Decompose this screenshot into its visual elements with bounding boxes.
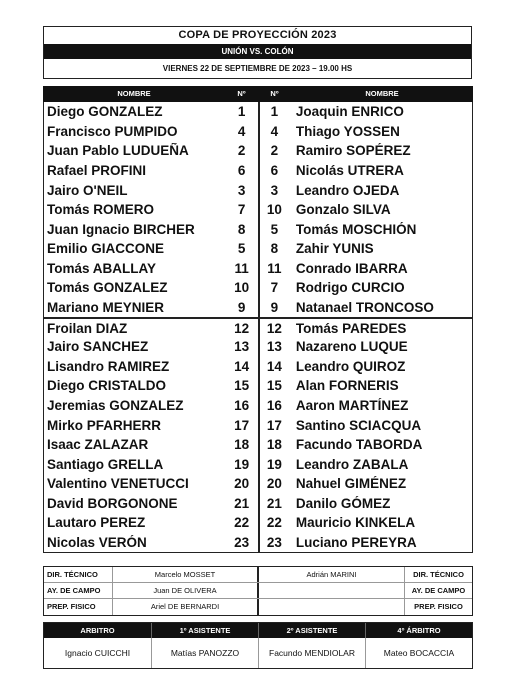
away-player-name: Facundo TABORDA: [295, 437, 423, 453]
staff-name-left: Marcelo MOSSET: [113, 567, 259, 582]
home-player-number: 15: [234, 378, 250, 394]
referees-header: [44, 623, 472, 638]
staff-name-left: Ariel DE BERNARDI: [113, 599, 259, 615]
away-player-name: Conrado IBARRA: [295, 260, 408, 276]
home-player-number: 17: [234, 417, 250, 433]
staff-role-left: AY. DE CAMPO: [44, 583, 113, 598]
col-num-left: Nº: [237, 89, 246, 98]
home-player-name: Rafael PROFINI: [47, 163, 147, 179]
away-player-name: Mauricio KINKELA: [295, 515, 416, 531]
lineup-table: [43, 86, 473, 553]
home-player-number: 6: [237, 163, 246, 179]
home-player-number: 22: [234, 515, 250, 531]
home-player-number: 3: [237, 182, 246, 198]
away-player-name: Alan FORNERIS: [295, 378, 399, 394]
home-player-number: 19: [234, 456, 250, 472]
home-player-number: 7: [237, 202, 246, 218]
home-player-number: 21: [234, 495, 250, 511]
home-player-name: Mirko PFARHERR: [47, 417, 162, 433]
home-player-number: 5: [237, 241, 246, 257]
away-player-number: 13: [266, 339, 282, 355]
home-player-number: 14: [234, 358, 250, 374]
away-player-number: 15: [266, 378, 282, 394]
home-player-name: David BORGONONE: [47, 495, 178, 511]
staff-role-right: PREP. FISICO: [414, 602, 463, 611]
home-player-number: 11: [234, 260, 249, 276]
home-player-name: Juan Pablo LUDUEÑA: [47, 143, 189, 159]
home-player-number: 9: [237, 300, 246, 316]
assistant2-role: 2º ASISTENTE: [258, 623, 365, 638]
staff-role-right: AY. DE CAMPO: [411, 586, 466, 595]
assistant1-name: Matías PANOZZO: [151, 638, 258, 668]
home-player-name: Diego CRISTALDO: [47, 378, 166, 394]
home-player-name: Nicolas VERÓN: [47, 535, 147, 550]
tournament-title: COPA DE PROYECCIÓN 2023: [178, 29, 337, 41]
match-date: VIERNES 22 DE SEPTIEMBRE DE 2023 – 19.00 HS: [162, 64, 353, 73]
away-player-number: 6: [270, 163, 279, 179]
home-player-name: Jairo O'NEIL: [47, 182, 128, 198]
away-player-name: Tomás PAREDES: [295, 320, 407, 336]
col-num-right: Nº: [270, 89, 279, 98]
staff-role-left: DIR. TÉCNICO: [44, 567, 113, 582]
away-player-number: 18: [266, 437, 282, 453]
staff-name-right: Adrián MARINI: [259, 567, 405, 582]
staff-role-right: DIR. TÉCNICO: [413, 570, 464, 579]
away-player-number: 3: [270, 182, 279, 198]
staff-table: [43, 566, 473, 616]
home-player-number: 18: [234, 437, 250, 453]
away-player-number: 14: [266, 358, 282, 374]
away-player-number: 21: [266, 495, 282, 511]
home-player-number: 10: [234, 280, 250, 296]
center-divider: [258, 102, 260, 552]
away-player-number: 19: [266, 456, 282, 472]
home-player-name: Lautaro PEREZ: [47, 515, 146, 531]
assistant1-role: 1º ASISTENTE: [151, 623, 258, 638]
away-player-name: Natanael TRONCOSO: [295, 300, 434, 316]
assistant2-name: Facundo MENDIOLAR: [258, 638, 365, 668]
away-player-number: 16: [266, 397, 282, 413]
home-player-number: 1: [237, 104, 246, 120]
home-player-name: Francisco PUMPIDO: [47, 123, 178, 139]
staff-role-left: PREP. FISICO: [44, 599, 113, 615]
home-player-number: 4: [237, 123, 246, 139]
home-player-number: 2: [237, 143, 246, 159]
home-player-name: Tomás ROMERO: [47, 202, 155, 218]
home-player-name: Froilan DIAZ: [47, 320, 128, 336]
staff-name-left: Juan DE OLIVERA: [113, 583, 259, 598]
home-player-number: 13: [234, 339, 250, 355]
away-player-name: Leandro ZABALA: [295, 456, 409, 472]
home-player-name: Emilio GIACCONE: [47, 241, 165, 257]
away-player-name: Ramiro SOPÉREZ: [295, 143, 411, 159]
away-player-name: Nicolás UTRERA: [295, 163, 404, 179]
away-player-number: 17: [266, 417, 282, 433]
away-player-name: Tomás MOSCHIÓN: [295, 221, 417, 237]
home-player-name: Tomás ABALLAY: [47, 260, 157, 276]
col-name-right: NOMBRE: [365, 89, 399, 98]
home-player-number: 8: [237, 221, 246, 237]
away-player-name: Rodrigo CURCIO: [295, 280, 405, 296]
col-name-left: NOMBRE: [117, 89, 151, 98]
away-player-name: Santino SCIACQUA: [295, 417, 422, 433]
away-player-number: 9: [270, 300, 279, 316]
away-player-number: 4: [270, 123, 279, 139]
home-player-name: Santiago GRELLA: [47, 456, 164, 472]
home-player-name: Juan Ignacio BIRCHER: [47, 221, 195, 237]
home-player-name: Jeremias GONZALEZ: [47, 397, 184, 413]
home-player-name: Isaac ZALAZAR: [47, 437, 149, 453]
home-player-name: Valentino VENETUCCI: [47, 476, 189, 492]
away-player-name: Gonzalo SILVA: [295, 202, 391, 218]
lineup-rows: [43, 102, 473, 553]
away-player-name: Nahuel GIMÉNEZ: [295, 476, 407, 492]
home-player-number: 23: [234, 535, 250, 550]
away-player-name: Aaron MARTÍNEZ: [295, 397, 409, 413]
away-player-number: 23: [266, 535, 282, 550]
fourth-official-role: 4º ÁRBITRO: [365, 623, 472, 638]
home-player-number: 20: [234, 476, 250, 492]
away-player-number: 2: [270, 143, 279, 159]
home-player-name: Jairo SANCHEZ: [47, 339, 149, 355]
away-player-name: Nazareno LUQUE: [295, 339, 408, 355]
away-player-name: Leandro QUIROZ: [295, 358, 406, 374]
fourth-official-name: Mateo BOCACCIA: [365, 638, 472, 668]
match-teams: UNIÓN VS. COLÓN: [44, 44, 471, 59]
staff-row: [44, 567, 472, 583]
lineup-header: [43, 86, 473, 102]
home-player-number: 12: [234, 320, 250, 336]
away-player-number: 5: [270, 221, 279, 237]
home-player-name: Lisandro RAMIREZ: [47, 358, 170, 374]
away-player-name: Zahir YUNIS: [295, 241, 374, 257]
away-player-number: 22: [266, 515, 282, 531]
away-player-name: Joaquin ENRICO: [295, 104, 404, 120]
staff-name-right: [259, 599, 405, 615]
home-player-name: Tomás GONZALEZ: [47, 280, 168, 296]
home-player-number: 16: [234, 397, 250, 413]
away-player-name: Thiago YOSSEN: [295, 123, 400, 139]
away-player-number: 20: [266, 476, 282, 492]
away-player-number: 1: [270, 104, 279, 120]
home-player-name: Mariano MEYNIER: [47, 300, 165, 316]
away-player-number: 10: [266, 202, 282, 218]
away-player-name: Danilo GÓMEZ: [295, 495, 391, 511]
away-player-number: 7: [270, 280, 279, 296]
referee-name: Ignacio CUICCHI: [64, 648, 131, 658]
away-player-name: Luciano PEREYRA: [295, 535, 417, 550]
staff-row: [44, 583, 472, 599]
away-player-name: Leandro OJEDA: [295, 182, 400, 198]
staff-name-right: [259, 583, 405, 598]
referee-role: ARBITRO: [80, 626, 115, 635]
referees-names: [44, 638, 472, 668]
away-player-number: 11: [267, 260, 282, 276]
referees-table: [43, 622, 473, 669]
match-header: [43, 26, 472, 79]
staff-row: [44, 599, 472, 615]
away-player-number: 12: [266, 320, 282, 336]
away-player-number: 8: [270, 241, 279, 257]
home-player-name: Diego GONZALEZ: [47, 104, 163, 120]
